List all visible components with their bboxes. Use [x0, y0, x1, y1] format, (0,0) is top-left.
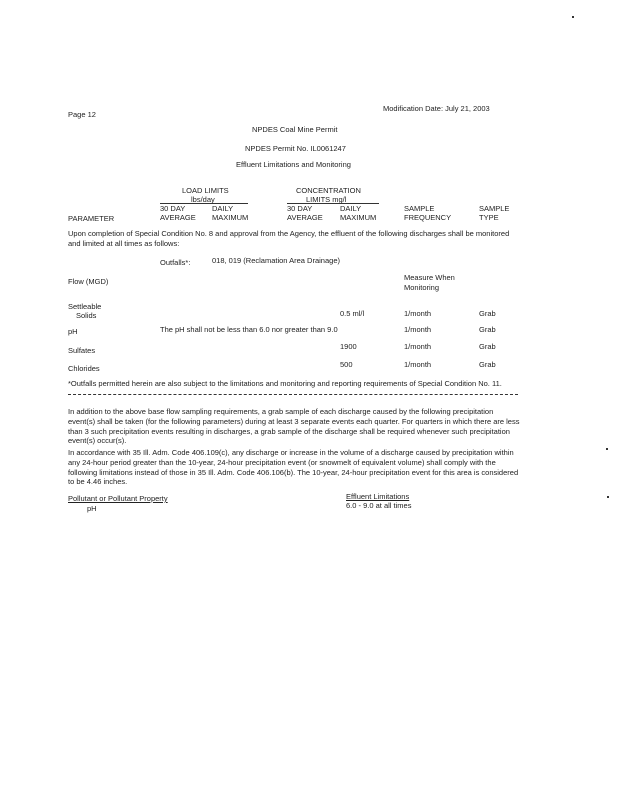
- row-chlorides-type: Grab: [479, 360, 496, 369]
- scan-speck: [572, 16, 574, 18]
- intro-text: Upon completion of Special Condition No. 8 and approval from the Agency, the effluent of the following discharges shall be monitored and limited at all times as follows:: [68, 229, 510, 248]
- outfalls-label: Outfalls*:: [160, 258, 191, 267]
- col-parameter: PARAMETER: [68, 214, 115, 223]
- row-flow-frequency: Measure When Monitoring: [404, 273, 455, 292]
- row-chlorides-param: Chlorides: [68, 364, 100, 373]
- col-maximum-b: MAXIMUM: [340, 213, 377, 222]
- permit-number: NPDES Permit No. IL0061247: [245, 144, 346, 153]
- col-daily-a: DAILY: [212, 204, 234, 213]
- load-limits-units: lbs/day: [191, 195, 215, 204]
- permit-title: NPDES Coal Mine Permit: [252, 125, 338, 134]
- load-limits-heading: LOAD LIMITS: [182, 186, 229, 195]
- row-chlorides-frequency: 1/month: [404, 360, 432, 369]
- modification-date: Modification Date: July 21, 2003: [383, 104, 490, 113]
- concentration-units: LIMITS mg/l: [306, 195, 347, 204]
- effluent-limitations-value: 6.0 - 9.0 at all times: [346, 501, 412, 510]
- section-divider: [68, 394, 518, 395]
- col-average-a: AVERAGE: [160, 213, 196, 222]
- outfalls-value: 018, 019 (Reclamation Area Drainage): [212, 256, 340, 265]
- footnote: *Outfalls permitted herein are also subject to the limitations and monitoring and reporting requirements of Special Condition No. 11.: [68, 379, 502, 388]
- row-flow-param: Flow (MGD): [68, 277, 109, 286]
- row-solids-daily-max: 0.5 ml/l: [340, 309, 365, 318]
- row-ph-param: pH: [68, 327, 78, 336]
- row-solids-type: Grab: [479, 309, 496, 318]
- row-ph-frequency: 1/month: [404, 325, 432, 334]
- col-maximum-a: MAXIMUM: [212, 213, 249, 222]
- row-sulfates-frequency: 1/month: [404, 342, 432, 351]
- row-sulfates-type: Grab: [479, 342, 496, 351]
- col-type: TYPE: [479, 213, 499, 222]
- col-30day-a: 30 DAY: [160, 204, 186, 213]
- concentration-heading: CONCENTRATION: [296, 186, 361, 195]
- row-ph-note: The pH shall not be less than 6.0 nor greater than 9.0: [160, 325, 338, 334]
- row-ph-type: Grab: [479, 325, 496, 334]
- row-sulfates-param: Sulfates: [68, 346, 96, 355]
- col-30day-b: 30 DAY: [287, 204, 313, 213]
- section-title: Effluent Limitations and Monitoring: [236, 160, 351, 169]
- row-solids-param-1: Settleable: [68, 302, 102, 311]
- col-average-b: AVERAGE: [287, 213, 323, 222]
- col-sample: SAMPLE: [404, 204, 435, 213]
- scan-speck: [607, 496, 609, 498]
- paragraph-precipitation-sampling: In addition to the above base flow sampling requirements, a grab sample of each discharge caused by the following precipitation event(s) shall be taken (for the following parameters) during at least 3 separate events each quarter. For quarters in which there are less than 3 such precipitation events resulting in discharges, a grab sample of the discharge shall be required whenever such precipitation event(s) occur(s).: [68, 407, 520, 446]
- page-number: Page 12: [68, 110, 96, 119]
- pollutant-heading: Pollutant or Pollutant Property: [68, 494, 168, 503]
- row-solids-param-2: Solids: [76, 311, 97, 320]
- row-solids-frequency: 1/month: [404, 309, 432, 318]
- col-daily-b: DAILY: [340, 204, 362, 213]
- row-sulfates-daily-max: 1900: [340, 342, 357, 351]
- effluent-limitations-heading: Effluent Limitations: [346, 492, 410, 501]
- paragraph-precipitation-limits: In accordance with 35 Ill. Adm. Code 406.109(c), any discharge or increase in the volume of a discharge caused by precipitation within any 24-hour period greater than the 10-year, 24-hour precipitation event (or snowmelt of equivalent volume) shall comply with the following limitations instead of those in 35 Ill. Adm. Code 406.106(b). The 10-year, 24-hour precipitation event for this area is considered to be 4.46 inches.: [68, 448, 519, 487]
- col-frequency: FREQUENCY: [404, 213, 452, 222]
- pollutant-value: pH: [87, 504, 97, 513]
- col-sample-2: SAMPLE: [479, 204, 510, 213]
- row-chlorides-daily-max: 500: [340, 360, 353, 369]
- scan-speck: [606, 448, 608, 450]
